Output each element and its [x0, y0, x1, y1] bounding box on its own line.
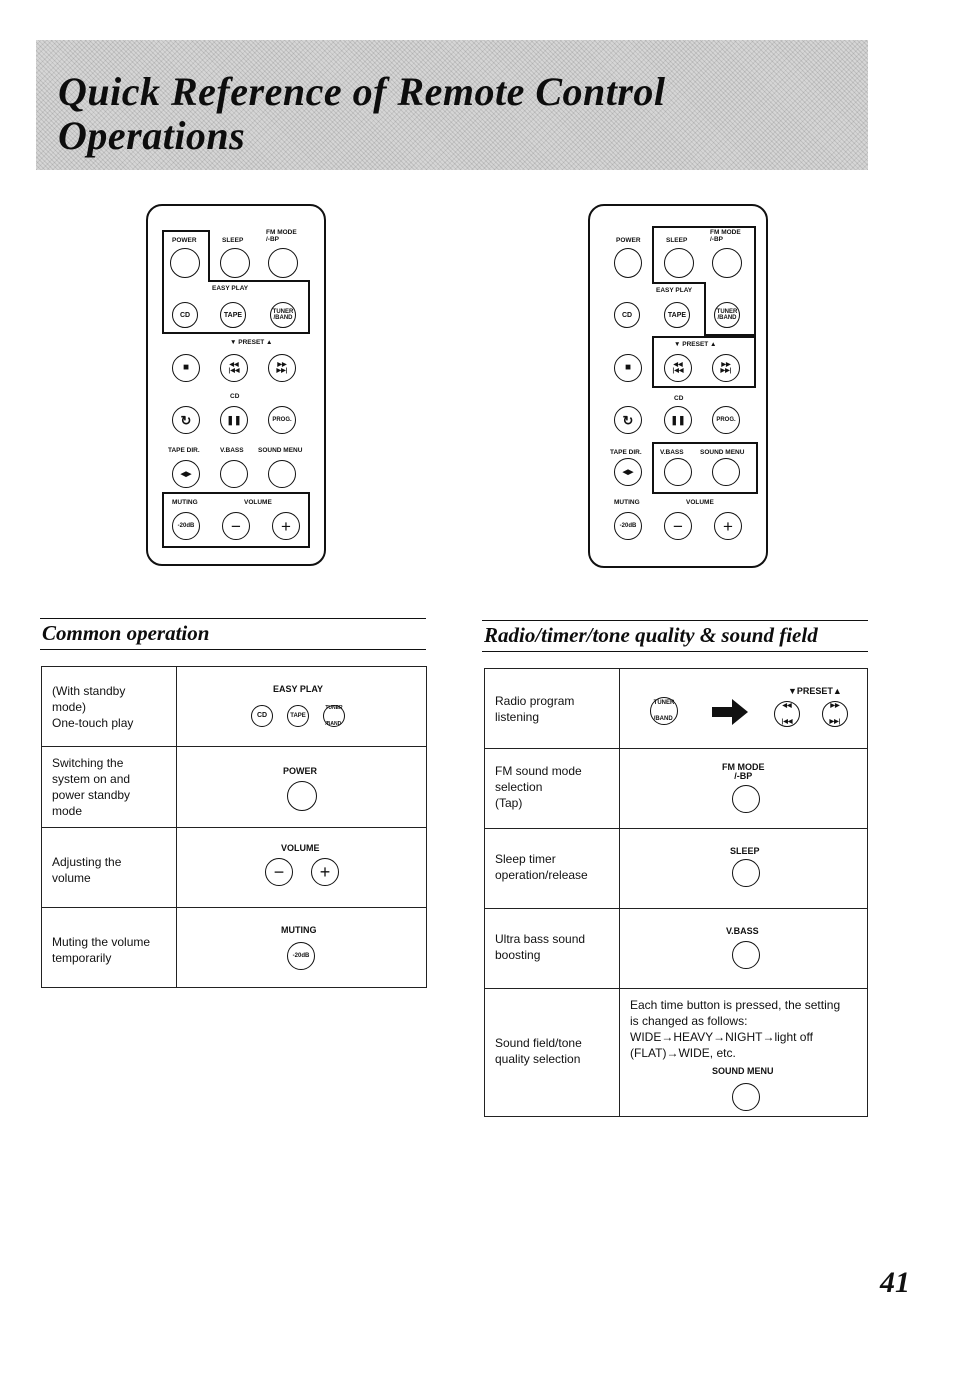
- label-power-r: POWER: [616, 237, 641, 244]
- table-row: [42, 667, 427, 747]
- tape-button[interactable]: TAPE: [220, 302, 246, 328]
- repeat-button-r[interactable]: [614, 406, 642, 434]
- power-button[interactable]: [170, 248, 200, 278]
- radio-rule-top: [482, 620, 868, 621]
- rewind-skip-back-button-r[interactable]: [664, 354, 692, 382]
- repeat-icon: ↻: [180, 412, 192, 428]
- ff-skip-forward-button-r[interactable]: [712, 354, 740, 382]
- power-button-r[interactable]: [614, 248, 642, 278]
- title-banner: [36, 40, 868, 170]
- skip-forward-icon: ▶▶|: [720, 368, 732, 374]
- label-easy-play: EASY PLAY: [212, 285, 249, 292]
- label-preset: ▼PRESET▲: [788, 686, 842, 696]
- pause-icon: ❚❚: [226, 414, 242, 425]
- fast-forward-icon: ▶▶: [830, 703, 840, 709]
- tape-direction-icon: ◀▶: [180, 470, 192, 478]
- label-muting-r: MUTING: [614, 499, 640, 506]
- row-visual: [177, 908, 427, 988]
- page-title-line-1: Quick Reference of Remote Control: [58, 69, 666, 114]
- volume-down-button[interactable]: −: [222, 512, 250, 540]
- v-bass-button[interactable]: [220, 460, 248, 488]
- ff-skip-forward-button[interactable]: [268, 354, 296, 382]
- stop-button[interactable]: ■: [172, 354, 200, 382]
- volume-up-button-r[interactable]: +: [714, 512, 742, 540]
- volume-up-button[interactable]: +: [272, 512, 300, 540]
- row-visual: [620, 749, 868, 829]
- cd-button: CD: [251, 705, 273, 727]
- highlight-box-tuner-top: [652, 282, 706, 284]
- skip-forward-icon: ▶▶|: [276, 368, 288, 374]
- pause-icon: ❚❚: [670, 414, 686, 425]
- skip-forward-icon: ▶▶|: [829, 719, 841, 725]
- muting-button[interactable]: -20dB: [172, 512, 200, 540]
- common-rule-top: [40, 618, 426, 619]
- skip-back-icon: |◀◀: [672, 368, 684, 374]
- tuner-band-button-r[interactable]: TUNER /BAND: [714, 302, 740, 328]
- tuner-band-button[interactable]: TUNER /BAND: [270, 302, 296, 328]
- common-rule-bottom: [40, 649, 426, 650]
- label-fm-mode-r: FM MODE /-BP: [710, 229, 741, 243]
- table-row: [485, 989, 868, 1117]
- remote-diagram-right: [588, 204, 768, 568]
- tuner-band-button: TUNER /BAND: [323, 705, 345, 727]
- row-description: Muting the volume temporarily: [42, 908, 177, 988]
- label-v-bass: V.BASS: [726, 926, 759, 936]
- tape-button-r[interactable]: TAPE: [664, 302, 690, 328]
- play-pause-button[interactable]: [220, 406, 248, 434]
- row-visual: [177, 828, 427, 908]
- radio-heading: Radio/timer/tone quality & sound field: [484, 623, 818, 647]
- v-bass-button: [732, 941, 760, 969]
- label-fm-mode: FM MODE /-BP: [722, 762, 765, 782]
- fm-mode-button-r[interactable]: [712, 248, 742, 278]
- row-visual: [620, 829, 868, 909]
- muting-button: -20dB: [287, 942, 315, 970]
- row-visual: [620, 669, 868, 749]
- repeat-icon: ↻: [622, 412, 634, 428]
- tape-direction-icon: ◀▶: [622, 468, 634, 476]
- ff-skip-forward-button: [822, 701, 848, 727]
- volume-up-button: +: [311, 858, 339, 886]
- sleep-button[interactable]: [220, 248, 250, 278]
- label-fm-mode: FM MODE /-BP: [266, 229, 297, 243]
- tape-dir-button[interactable]: [172, 460, 200, 488]
- row-description: (With standby mode) One-touch play: [42, 667, 177, 747]
- label-sound-menu: SOUND MENU: [258, 447, 303, 454]
- label-power: POWER: [172, 237, 197, 244]
- label-tape-dir-r: TAPE DIR.: [610, 449, 642, 456]
- rewind-icon: ◀◀: [673, 362, 683, 368]
- label-volume-r: VOLUME: [686, 499, 714, 506]
- prog-button[interactable]: PROG.: [268, 406, 296, 434]
- sound-menu-button-r[interactable]: [712, 458, 740, 486]
- radio-rule-bottom: [482, 651, 868, 652]
- row-visual: [620, 989, 868, 1117]
- row-description: FM sound mode selection (Tap): [485, 749, 620, 829]
- label-volume: VOLUME: [244, 499, 272, 506]
- rewind-skip-back-button: [774, 701, 800, 727]
- row-description: Adjusting the volume: [42, 828, 177, 908]
- label-volume: VOLUME: [281, 843, 320, 853]
- rewind-icon: ◀◀: [782, 703, 792, 709]
- radio-table: [484, 668, 868, 1117]
- row-visual: [177, 667, 427, 747]
- label-v-bass: V.BASS: [220, 447, 244, 454]
- sleep-button-r[interactable]: [664, 248, 694, 278]
- common-operation-heading: Common operation: [42, 621, 210, 645]
- muting-button-r[interactable]: -20dB: [614, 512, 642, 540]
- row-description: Ultra bass sound boosting: [485, 909, 620, 989]
- row-description: Sleep timer operation/release: [485, 829, 620, 909]
- prog-button-r[interactable]: PROG.: [712, 406, 740, 434]
- common-operation-table: [41, 666, 427, 988]
- label-cd-r: CD: [674, 395, 684, 402]
- table-row: [485, 829, 868, 909]
- row-visual: [620, 909, 868, 989]
- sleep-button: [732, 859, 760, 887]
- tape-dir-button-r[interactable]: [614, 458, 642, 486]
- label-cd: CD: [230, 393, 240, 400]
- page-title-line-2: Operations: [58, 113, 246, 158]
- label-v-bass-r: V.BASS: [660, 449, 684, 456]
- tuner-band-button: TUNER /BAND: [650, 697, 678, 725]
- label-preset-r: ▼ PRESET ▲: [674, 341, 717, 348]
- table-row: [42, 747, 427, 828]
- highlight-box-easyplay-top: [208, 280, 310, 282]
- cd-button[interactable]: CD: [172, 302, 198, 328]
- sound-menu-button: [732, 1083, 760, 1111]
- label-sound-menu: SOUND MENU: [712, 1066, 774, 1076]
- table-row: [485, 749, 868, 829]
- rewind-icon: ◀◀: [229, 362, 239, 368]
- label-sound-menu-r: SOUND MENU: [700, 449, 745, 456]
- remote-diagram-left: [146, 204, 326, 566]
- volume-down-button: −: [265, 858, 293, 886]
- tape-button: TAPE: [287, 705, 309, 727]
- fm-mode-button: [732, 785, 760, 813]
- fm-mode-button[interactable]: [268, 248, 298, 278]
- table-row: [42, 908, 427, 988]
- fast-forward-icon: ▶▶: [277, 362, 287, 368]
- stop-button-r[interactable]: ■: [614, 354, 642, 382]
- label-sleep: SLEEP: [730, 846, 760, 856]
- row-description: Radio program listening: [485, 669, 620, 749]
- label-muting: MUTING: [281, 925, 317, 935]
- table-row: [42, 828, 427, 908]
- page-number: 41: [880, 1266, 910, 1299]
- sound-menu-button[interactable]: [268, 460, 296, 488]
- skip-back-icon: |◀◀: [228, 368, 240, 374]
- label-sleep-r: SLEEP: [666, 237, 688, 244]
- table-row: [485, 669, 868, 749]
- play-pause-button-r[interactable]: [664, 406, 692, 434]
- cd-button-r[interactable]: CD: [614, 302, 640, 328]
- skip-back-icon: |◀◀: [781, 719, 793, 725]
- v-bass-button-r[interactable]: [664, 458, 692, 486]
- repeat-button[interactable]: [172, 406, 200, 434]
- rewind-skip-back-button[interactable]: [220, 354, 248, 382]
- volume-down-button-r[interactable]: −: [664, 512, 692, 540]
- label-preset: ▼ PRESET ▲: [230, 339, 273, 346]
- label-easy-play: EASY PLAY: [273, 684, 324, 694]
- row-description: Sound field/tone quality selection: [485, 989, 620, 1117]
- label-sleep: SLEEP: [222, 237, 244, 244]
- sound-menu-note: Each time button is pressed, the setting is changed as follows: WIDE→HEAVY→NIGHT→light off (FLAT)→WIDE, etc.: [630, 998, 841, 1060]
- row-visual: [177, 747, 427, 828]
- label-tape-dir: TAPE DIR.: [168, 447, 200, 454]
- fast-forward-icon: ▶▶: [721, 362, 731, 368]
- label-power: POWER: [283, 766, 318, 776]
- power-button: [287, 781, 317, 811]
- arrow-right-icon: [712, 697, 750, 727]
- table-row: [485, 909, 868, 989]
- row-description: Switching the system on and power standby mode: [42, 747, 177, 828]
- label-easy-play-r: EASY PLAY: [656, 287, 693, 294]
- label-muting: MUTING: [172, 499, 198, 506]
